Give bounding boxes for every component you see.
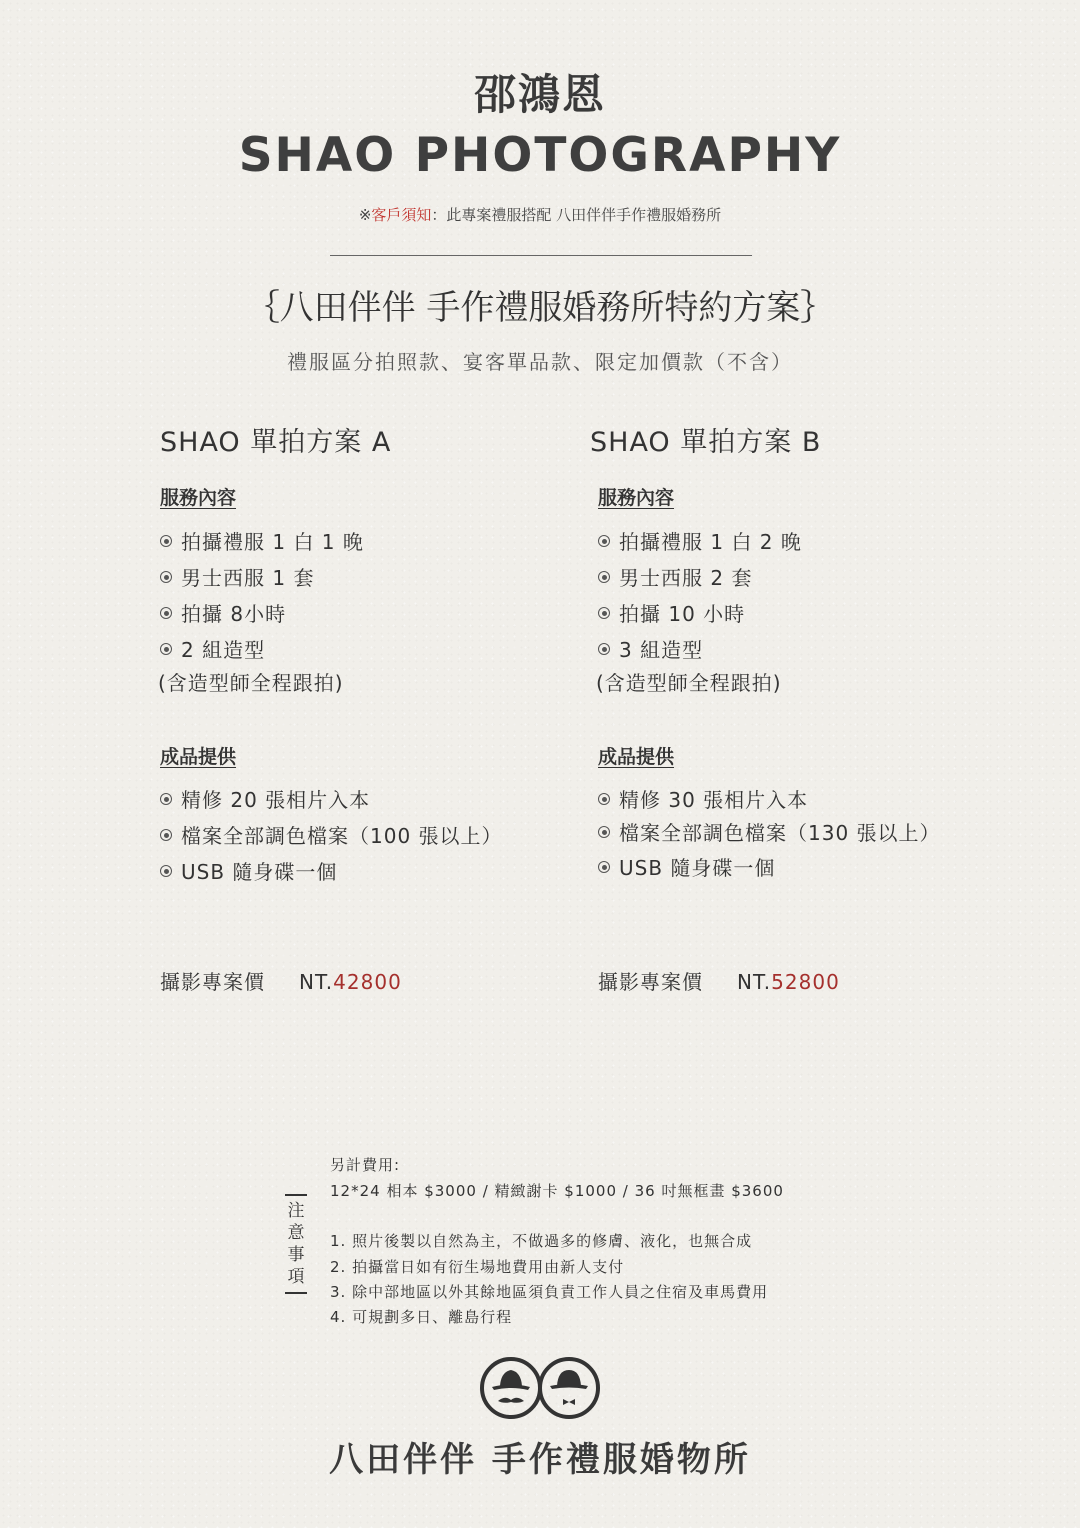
plan-title: ｛八田伴伴 手作禮服婚務所特約方案｝ bbox=[245, 288, 835, 328]
bullet-icon bbox=[598, 571, 610, 583]
bullet-icon bbox=[598, 826, 610, 838]
notice-text: ：此專案禮服搭配 八田伴伴手作禮服婚務所 bbox=[431, 206, 722, 224]
plan-b-title: SHAO 單拍方案 B bbox=[590, 427, 822, 458]
plan-a-product-item: 檔案全部調色檔案（100 張以上） bbox=[160, 820, 503, 849]
bullet-icon bbox=[598, 607, 610, 619]
note-item: 1. 照片後製以自然為主，不做過多的修膚、液化，也無合成 bbox=[330, 1232, 753, 1250]
plan-b-product-item: 檔案全部調色檔案（130 張以上） bbox=[598, 817, 941, 846]
bullet-icon bbox=[160, 793, 172, 805]
bullet-icon bbox=[160, 643, 172, 655]
notes-label-char: 意 bbox=[287, 1223, 305, 1243]
bullet-icon bbox=[160, 535, 172, 547]
price-label: 攝影專案價 bbox=[598, 970, 703, 994]
plan-a-product-item: 精修 20 張相片入本 bbox=[160, 784, 370, 813]
notes-label-bar bbox=[285, 1292, 307, 1294]
plan-b-service-item: 3 組造型 bbox=[598, 634, 703, 663]
plan-a-service-item: 拍攝禮服 1 白 1 晚 bbox=[160, 526, 364, 555]
notes-label-char: 項 bbox=[287, 1267, 305, 1287]
hat-mustache-logo-icon bbox=[478, 1355, 602, 1421]
note-item: 4. 可規劃多日、離島行程 bbox=[330, 1308, 513, 1326]
plan-b-product-item: 精修 30 張相片入本 bbox=[598, 784, 808, 813]
plan-a-service-heading: 服務內容 bbox=[160, 487, 237, 509]
extra-fee-items: 12*24 相本 $3000 / 精緻謝卡 $1000 / 36 吋無框畫 $3600 bbox=[330, 1182, 784, 1200]
plan-a-service-item: 男士西服 1 套 bbox=[160, 562, 314, 591]
footer-brand: 八田伴伴 手作禮服婚物所 bbox=[329, 1440, 751, 1480]
plan-b-service-item: 男士西服 2 套 bbox=[598, 562, 752, 591]
price-prefix: NT. bbox=[737, 970, 772, 994]
plan-b-service-item: 拍攝 10 小時 bbox=[598, 598, 745, 627]
plan-subtitle: 禮服區分拍照款、宴客單品款、限定加價款（不含） bbox=[287, 350, 793, 374]
plan-a-service-item: 拍攝 8小時 bbox=[160, 598, 286, 627]
plan-a-product-heading: 成品提供 bbox=[160, 746, 237, 768]
extra-fee-heading: 另計費用: bbox=[330, 1156, 401, 1174]
bullet-icon bbox=[598, 793, 610, 805]
bullet-icon bbox=[160, 829, 172, 841]
notes-label-bar bbox=[285, 1194, 307, 1196]
plan-b-product-item: USB 隨身碟一個 bbox=[598, 852, 775, 881]
plan-b-price bbox=[598, 966, 840, 995]
notes-label-char: 注 bbox=[287, 1201, 305, 1221]
plan-b-service-note: (含造型師全程跟拍) bbox=[596, 671, 782, 695]
price-label: 攝影專案價 bbox=[160, 970, 265, 994]
bullet-icon bbox=[598, 535, 610, 547]
price-prefix: NT. bbox=[299, 970, 334, 994]
plan-a-price bbox=[160, 966, 402, 995]
notice-mark: ※ bbox=[358, 206, 372, 224]
plan-a-service-item: 2 組造型 bbox=[160, 634, 265, 663]
price-value: 52800 bbox=[771, 970, 840, 994]
price-value: 42800 bbox=[333, 970, 402, 994]
plan-a-title: SHAO 單拍方案 A bbox=[160, 427, 392, 458]
bullet-icon bbox=[598, 643, 610, 655]
bullet-icon bbox=[160, 607, 172, 619]
bullet-icon bbox=[160, 571, 172, 583]
bullet-icon bbox=[598, 861, 610, 873]
notice-label: 客戶須知 bbox=[371, 206, 432, 224]
brand-chinese: 邵鴻恩 bbox=[473, 70, 606, 119]
header-divider bbox=[330, 255, 752, 256]
plan-b-product-heading: 成品提供 bbox=[598, 746, 675, 768]
plan-a-product-item: USB 隨身碟一個 bbox=[160, 856, 337, 885]
brand-english: SHAO PHOTOGRAPHY bbox=[238, 128, 842, 183]
customer-notice bbox=[0, 204, 1080, 225]
plan-b-service-heading: 服務內容 bbox=[598, 487, 675, 509]
note-item: 3. 除中部地區以外其餘地區須負責工作人員之住宿及車馬費用 bbox=[330, 1283, 769, 1301]
notes-label bbox=[283, 1190, 309, 1298]
note-item: 2. 拍攝當日如有衍生場地費用由新人支付 bbox=[330, 1258, 625, 1276]
plan-b-service-item: 拍攝禮服 1 白 2 晚 bbox=[598, 526, 802, 555]
plan-a-service-note: (含造型師全程跟拍) bbox=[158, 671, 344, 695]
notes-label-char: 事 bbox=[287, 1245, 305, 1265]
bullet-icon bbox=[160, 865, 172, 877]
